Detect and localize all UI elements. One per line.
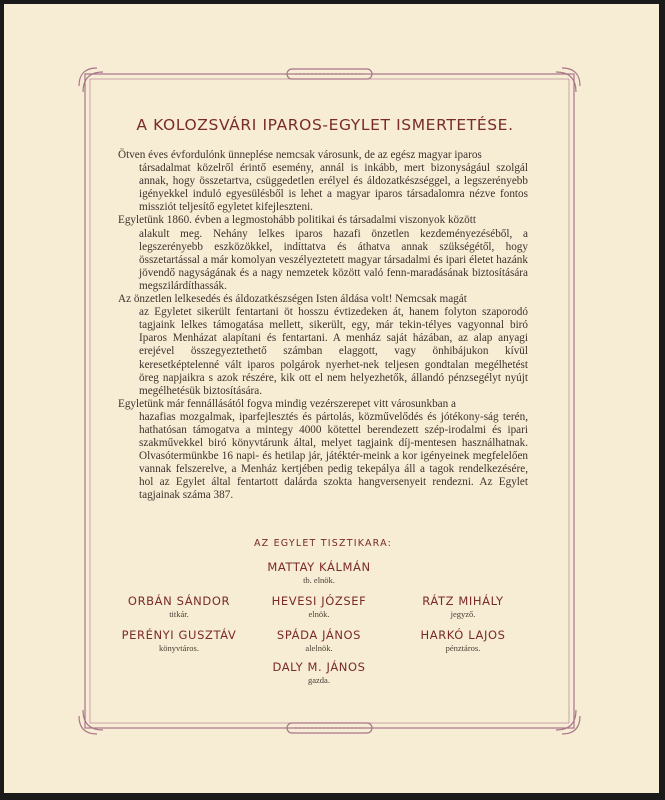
officer-role: elnök. (308, 609, 330, 619)
officer-role: tb. elnök. (303, 575, 335, 585)
officer-librarian (104, 628, 254, 653)
officer-role: alelnök. (305, 643, 333, 653)
paragraph (118, 214, 528, 293)
paragraph-lead: Ötven éves évfordulónk ünneplése nemcsak városunk, de az egész magyar iparos (118, 149, 482, 161)
body-text (118, 149, 528, 503)
officer-name: PERÉNYI GUSZTÁV (121, 628, 237, 642)
paragraph (118, 149, 528, 214)
officer-name: ORBÁN SÁNDOR (127, 594, 231, 608)
paragraph (118, 398, 528, 503)
officer-role: gazda. (308, 675, 330, 685)
officer-role: titkár. (169, 609, 189, 619)
paragraph-lead: Egyletünk már fennállásától fogva mindig vezérszerepet vitt városunkban a (118, 397, 456, 410)
paragraph-lead: Az önzetlen lelkesedés és áldozatkészségen Isten áldása volt! Nemcsak magát (118, 293, 467, 306)
paragraph-rest: hazafias mozgalmak, iparfejlesztés és pártolás, közművelődés és jótékony-ság terén, hathatósan támogatva a mintegy 4000 kötettel berendezett szép-irodalmi és ipari szakművekkel biró könyvtárunk által, melyet tagjaink díj-mentesen használhatnak. Olvasótermünkbe 16 napi- és hetilap jár, játéktér-meink a kor igényeinek megfelelően vannak felszerelve, a Menház kertjében pedig tekepálya áll a tagok rendelkezésére, hol az Egylet által fentartott dalárda szokta hangversenyeit rendezni. Az Egylet tagjainak száma 387. (139, 410, 528, 502)
officer-name: HARKÓ LAJOS (420, 628, 506, 642)
officer-president (244, 594, 394, 619)
document-sheet (4, 4, 659, 793)
paragraph-lead: Egyletünk 1860. évben a legmostohább politikai és társadalmi viszonyok között (118, 214, 476, 227)
officer-name: SPÁDA JÁNOS (276, 628, 362, 642)
officer-name: DALY M. JÁNOS (272, 660, 366, 674)
officer-secretary (104, 594, 254, 619)
officer-recorder (388, 594, 538, 619)
officer-name: HEVESI JÓZSEF (271, 594, 367, 608)
paragraph-rest: társadalmat közelről érintő esemény, annál is inkább, mert bizonyságául szolgál annak, hogy összetartva, csüggedetlen erélyel és áldozatkészséggel, a legszerényebb igényekkel induló egyesülésből is lehet a magyar iparos társadalomra nézve fontos missziót teljesítő egyletet kifejleszteni. (139, 162, 528, 214)
officer-role: pénztáros. (445, 643, 481, 653)
officer-role: könyvtáros. (159, 643, 199, 653)
officer-treasurer (388, 628, 538, 653)
officers-heading: AZ EGYLET TISZTIKARA: (253, 538, 393, 549)
paragraph-rest: alakult meg. Nehány lelkes iparos hazafi önzetlen kezdeményezéséből, a legszerényebb eszközökkel, indíttatva és áthatva annak szükségétől, hogy összetartással a már komolyan veszélyeztetett magyar társadalmi és ipari életet hazánk jövendő nagyságának és a nagy nemzetek között való fenn-maradásának biztosítására megszilárdíthassák. (139, 227, 528, 292)
paragraph (118, 293, 528, 398)
document-title: A KOLOZSVÁRI IPAROS-EGYLET ISMERTETÉSE. (136, 116, 514, 134)
officer-role: jegyző. (450, 609, 476, 619)
officer-honorary-president (244, 560, 394, 585)
officer-name: MATTAY KÁLMÁN (267, 560, 371, 574)
officer-name: RÁTZ MIHÁLY (422, 594, 504, 608)
officer-steward (244, 660, 394, 685)
officer-vice-president (244, 628, 394, 653)
paragraph-rest: az Egyletet sikerült fentartani öt hosszu évtizedeken át, hanem folyton szaporodó tagjaink lelkes támogatása mellett, sikerült, egy, már tekin-télyes vagyonnal biró Iparos Menházat alapítani és fentartani. A menház saját házában, az alap anyagi erejével összegyeztethető számban elaggott, vagy önhibájukon kívül keresetképtelenné vált iparos polgárok nyerhet-nek teljesen gondtalan megélhetést öreg napjaikra s azok részére, kik ott el nem helyezhetők, állandó pénzsegélyt nyújt megélhetésük biztosítására. (139, 306, 528, 397)
